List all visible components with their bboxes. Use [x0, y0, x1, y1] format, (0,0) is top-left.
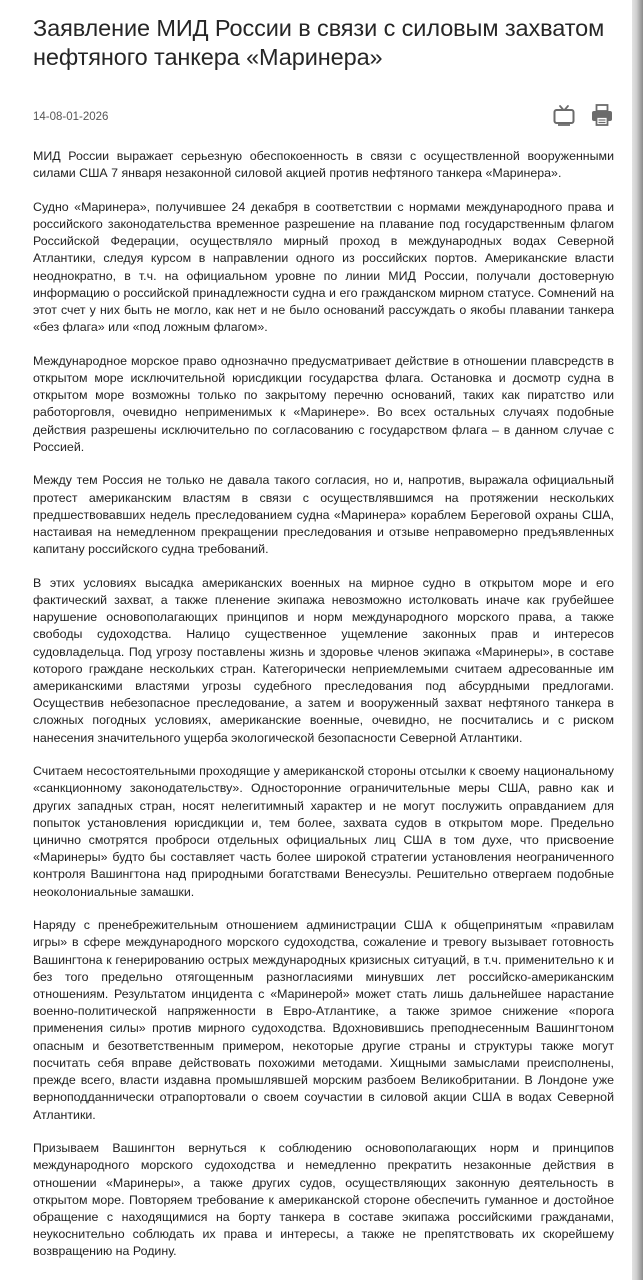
tv-icon[interactable] — [552, 103, 576, 127]
article-title: Заявление МИД России в связи с силовым захватом нефтяного танкера «Маринера» — [33, 15, 605, 70]
paragraph: Между тем Россия не только не давала такого согласия, но и, напротив, выражала официальный протест американским властям в связи с осуществлявшимся на протяжении нескольких предшествовавших недель преследованием судна «Маринера» кораблем Береговой охраны США, настаивая на немедленном прекращении преследования и отзыве неправомерно предъявленных капитану российского судна требований. — [33, 473, 614, 557]
paragraph: Международное морское право однозначно предусматривает действие в отношении плавсредств в открытом море исключительной юрисдикции государства флага. Остановка и досмотр судна в открытом море возможны только по закрытому перечню оснований, таких как пиратство или работорговля, очевидно неприменимых к «Маринере». Во всех остальных случаях подобные действия разрешены исключительно по согласованию с государством флага – в данном случае с Россией. — [33, 353, 614, 454]
paragraph: Судно «Маринера», получившее 24 декабря в соответствии с нормами международного права и российского законодательства временное разрешение на плавание под государственным флагом Российской Федерации, осуществляло мирный проход в международных водах Северной Атлантики, следуя курсом в направлении одного из российских портов. Американские власти неоднократно, в т.ч. на официальном уровне по линии МИД России, получали достоверную информацию о российской принадлежности судна и его гражданском мирном статусе. Сомнений на этот счет у них быть не могло, как нет и не было оснований рассуждать о якобы плавании танкера «без флага» или «под ложным флагом». — [33, 199, 614, 335]
paragraph: МИД России выражает серьезную обеспокоенность в связи с осуществленной вооруженными силами США 7 января незаконной силовой акцией против нефтяного танкера «Маринера». — [33, 149, 614, 181]
article-body — [33, 148, 614, 1261]
article-tools — [552, 103, 614, 127]
paragraph: Призываем Вашингтон вернуться к соблюдению основополагающих норм и принципов международного морского судоходства и немедленно прекратить незаконные действия в отношении «Маринеры», а также других судов, осуществляющих законную деятельность в открытом море. Повторяем требование к американской стороне обеспечить гуманное и достойное обращение с находящимися на борту танкера в составе экипажа российскими гражданами, неукоснительно соблюдать их права и интересы, а также не препятствовать их скорейшему возвращению на Родину. — [33, 1141, 614, 1259]
publication-date: 14-08-01-2026 — [33, 111, 109, 123]
printer-icon[interactable] — [590, 103, 614, 127]
paragraph: Считаем несостоятельными проходящие у американской стороны отсылки к своему национальному «санкционному законодательству». Односторонние ограничительные меры США, равно как и других западных стран, носят нелегитимный характер и не могут послужить оправданием для попыток установления юрисдикции и, тем более, захвата судов в открытом море. Предельно цинично смотрятся проброси отдельных официальных лиц США в том духе, что присвоение «Маринеры» будто бы составляет часть более широкой стратегии установления неограниченного контроля Вашингтона над природными богатствами Венесуэлы. Решительно отвергаем подобные неоколониальные замашки. — [33, 764, 614, 899]
page-edge-shadow — [632, 0, 643, 1280]
paragraph: Наряду с пренебрежительным отношением администрации США к общепринятым «правилам игры» в сфере международного морского судоходства, сожаление и тревогу вызывает готовность Вашингтона к генерированию острых международных кризисных ситуаций, в т.ч. применительно к и без того предельно отягощенным разногласиями минувших лет российско-американским отношениям. Результатом инцидента с «Маринерой» может стать лишь дальнейшее нарастание военно-политической напряженности в Евро-Атлантике, а также зримое снижение «порога применения силы» против мирного судоходства. Вдохновившись преподнесенным Вашингтоном опасным и безответственным примером, некоторые другие страны и структуры также могут посчитать себя вправе действовать похожими методами. Хищными замыслами преисполнены, прежде всего, власти издавна промышлявшей морским разбоем Великобритании. В Лондоне уже верноподданнически отрапортовали о своем соучастии в силовой акции США в водах Северной Атлантики. — [33, 918, 614, 1122]
paragraph: В этих условиях высадка американских военных на мирное судно в открытом море и его фактический захват, а также пленение экипажа невозможно истолковать иначе как грубейшее нарушение основополагающих принципов и норм международного морского права, а также свободы судоходства. Налицо существенное ущемление законных прав и интересов судовладельца. Под угрозу поставлены жизнь и здоровье членов экипажа «Маринеры», в составе которого граждане нескольких стран. Категорически неприемлемыми считаем адресованные им американскими властями угрозы судебного преследования под абсурдными предлогами. Осуществив небезопасное преследование, а затем и вооруженный захват нефтяного танкера в сложных погодных условиях, американские военные, очевидно, не посчитались и с риском нанесения значительного ущерба экологической безопасности Северной Атлантики. — [33, 575, 614, 745]
article-meta — [33, 103, 614, 131]
